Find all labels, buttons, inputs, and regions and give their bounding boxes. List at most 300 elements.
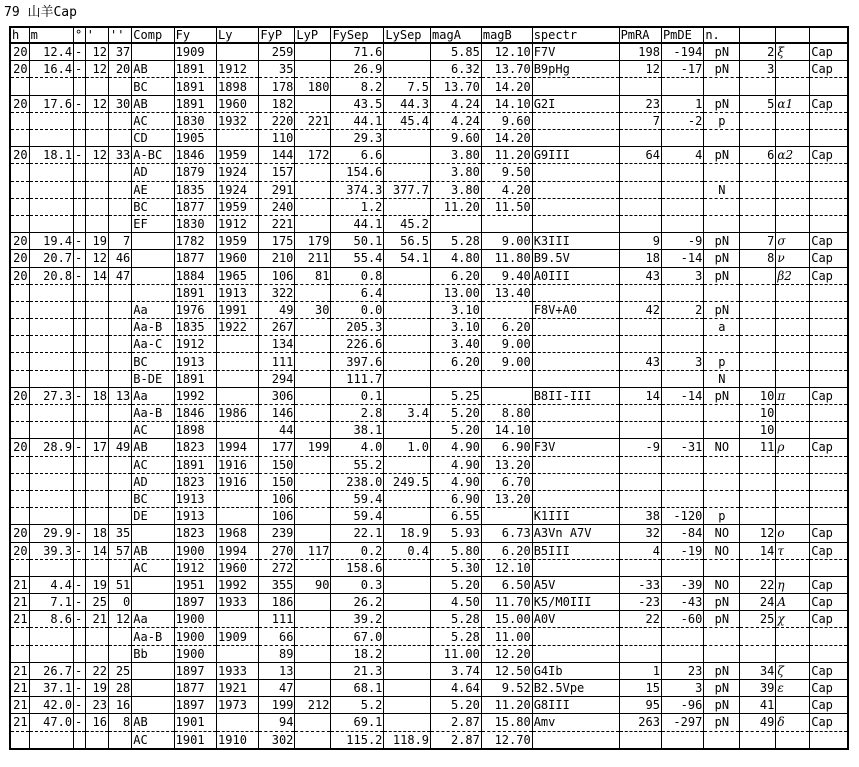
cell-col-maga: 4.64 bbox=[431, 680, 482, 697]
header-col-arcmin: ' bbox=[85, 27, 108, 43]
cell-col-arcsec bbox=[108, 456, 131, 473]
cell-col-ly: 1898 bbox=[217, 78, 259, 95]
cell-col-constellation bbox=[810, 490, 848, 507]
cell-col-m: 16.4 bbox=[29, 61, 73, 78]
cell-col-spectr: A5V bbox=[532, 576, 619, 593]
cell-col-deg bbox=[74, 112, 86, 129]
cell-col-spectr: Amv bbox=[532, 714, 619, 731]
cell-col-deg bbox=[74, 198, 86, 215]
cell-col-lysep bbox=[384, 576, 431, 593]
cell-col-fyp: 240 bbox=[259, 198, 295, 215]
cell-col-fy: 1823 bbox=[174, 525, 216, 542]
header-col-pmra: PmRA bbox=[619, 27, 661, 43]
cell-col-lysep: 3.4 bbox=[384, 405, 431, 422]
cell-col-constellation bbox=[810, 405, 848, 422]
cell-col-maga: 5.28 bbox=[431, 611, 482, 628]
cell-col-fyp: 157 bbox=[259, 164, 295, 181]
cell-col-constellation bbox=[810, 645, 848, 662]
cell-col-constellation bbox=[810, 731, 848, 749]
cell-col-magb: 14.10 bbox=[481, 95, 532, 112]
cell-col-pmde: -14 bbox=[661, 250, 703, 267]
cell-col-arcsec: 46 bbox=[108, 250, 131, 267]
cell-col-arcsec: 57 bbox=[108, 542, 131, 559]
cell-col-maga: 2.87 bbox=[431, 714, 482, 731]
cell-col-arcmin: 21 bbox=[85, 611, 108, 628]
cell-col-h bbox=[10, 405, 29, 422]
table-row bbox=[10, 370, 848, 387]
cell-col-pmra bbox=[619, 78, 661, 95]
cell-col-bayer bbox=[776, 508, 810, 525]
cell-col-pmra bbox=[619, 731, 661, 749]
cell-col-n: p bbox=[704, 353, 740, 370]
cell-col-constellation bbox=[810, 353, 848, 370]
cell-col-spectr bbox=[532, 370, 619, 387]
cell-col-fyp: 239 bbox=[259, 525, 295, 542]
cell-col-comp bbox=[132, 662, 174, 679]
cell-col-h bbox=[10, 353, 29, 370]
cell-col-maga: 6.55 bbox=[431, 508, 482, 525]
cell-col-deg: - bbox=[74, 542, 86, 559]
cell-col-spectr: F3V bbox=[532, 439, 619, 456]
cell-col-comp: EF bbox=[132, 215, 174, 232]
cell-col-fyp: 49 bbox=[259, 301, 295, 318]
cell-col-ly: 1916 bbox=[217, 473, 259, 490]
cell-col-lyp bbox=[295, 215, 331, 232]
cell-col-comp: BC bbox=[132, 78, 174, 95]
cell-col-lyp bbox=[295, 61, 331, 78]
cell-col-lysep bbox=[384, 645, 431, 662]
cell-col-lysep bbox=[384, 164, 431, 181]
cell-col-lyp: 212 bbox=[295, 697, 331, 714]
cell-col-constellation: Cap bbox=[810, 147, 848, 164]
cell-col-n bbox=[704, 559, 740, 576]
cell-col-arcmin bbox=[85, 336, 108, 353]
cell-col-fyp: 94 bbox=[259, 714, 295, 731]
cell-col-fysep: 374.3 bbox=[331, 181, 384, 198]
cell-col-deg: - bbox=[74, 233, 86, 250]
cell-col-m: 47.0 bbox=[29, 714, 73, 731]
cell-col-lysep bbox=[384, 697, 431, 714]
cell-col-ly bbox=[217, 387, 259, 404]
cell-col-h bbox=[10, 508, 29, 525]
cell-col-magb: 15.00 bbox=[481, 611, 532, 628]
cell-col-lysep: 118.9 bbox=[384, 731, 431, 749]
cell-col-comp: Aa-C bbox=[132, 336, 174, 353]
cell-col-constellation: Cap bbox=[810, 233, 848, 250]
cell-col-arcmin bbox=[85, 490, 108, 507]
cell-col-flamsteed bbox=[740, 164, 776, 181]
cell-col-constellation: Cap bbox=[810, 697, 848, 714]
cell-col-fyp: 199 bbox=[259, 697, 295, 714]
cell-col-maga: 4.90 bbox=[431, 456, 482, 473]
cell-col-flamsteed bbox=[740, 78, 776, 95]
table-row bbox=[10, 456, 848, 473]
cell-col-lysep: 18.9 bbox=[384, 525, 431, 542]
cell-col-constellation: Cap bbox=[810, 525, 848, 542]
cell-col-ly: 1959 bbox=[217, 147, 259, 164]
cell-col-comp: Aa-B bbox=[132, 628, 174, 645]
cell-col-fysep: 6.4 bbox=[331, 284, 384, 301]
cell-col-ly: 1910 bbox=[217, 731, 259, 749]
cell-col-bayer bbox=[776, 284, 810, 301]
cell-col-flamsteed bbox=[740, 301, 776, 318]
cell-col-arcsec bbox=[108, 336, 131, 353]
cell-col-bayer: ζ bbox=[776, 662, 810, 679]
cell-col-comp bbox=[132, 267, 174, 284]
cell-col-pmde bbox=[661, 422, 703, 439]
cell-col-h bbox=[10, 645, 29, 662]
cell-col-n: NO bbox=[704, 439, 740, 456]
cell-col-arcmin bbox=[85, 508, 108, 525]
cell-col-bayer: δ bbox=[776, 714, 810, 731]
cell-col-flamsteed: 14 bbox=[740, 542, 776, 559]
cell-col-deg bbox=[74, 456, 86, 473]
cell-col-pmra bbox=[619, 422, 661, 439]
cell-col-fyp: 106 bbox=[259, 267, 295, 284]
cell-col-spectr bbox=[532, 284, 619, 301]
cell-col-constellation: Cap bbox=[810, 387, 848, 404]
cell-col-bayer bbox=[776, 628, 810, 645]
cell-col-n: p bbox=[704, 112, 740, 129]
cell-col-magb bbox=[481, 508, 532, 525]
cell-col-bayer bbox=[776, 473, 810, 490]
cell-col-constellation: Cap bbox=[810, 611, 848, 628]
cell-col-deg: - bbox=[74, 714, 86, 731]
cell-col-pmde bbox=[661, 731, 703, 749]
cell-col-ly: 1924 bbox=[217, 181, 259, 198]
cell-col-n: pN bbox=[704, 301, 740, 318]
cell-col-comp: B-DE bbox=[132, 370, 174, 387]
cell-col-arcsec: 49 bbox=[108, 439, 131, 456]
cell-col-comp bbox=[132, 697, 174, 714]
table-row bbox=[10, 405, 848, 422]
cell-col-maga: 3.10 bbox=[431, 319, 482, 336]
cell-col-comp: Bb bbox=[132, 645, 174, 662]
cell-col-flamsteed bbox=[740, 645, 776, 662]
cell-col-fyp: 111 bbox=[259, 611, 295, 628]
cell-col-pmde: -39 bbox=[661, 576, 703, 593]
table-row bbox=[10, 508, 848, 525]
table-row bbox=[10, 130, 848, 147]
cell-col-comp: Aa bbox=[132, 611, 174, 628]
table-row bbox=[10, 112, 848, 129]
cell-col-arcmin bbox=[85, 301, 108, 318]
cell-col-fy: 1951 bbox=[174, 576, 216, 593]
cell-col-bayer bbox=[776, 164, 810, 181]
cell-col-arcmin bbox=[85, 215, 108, 232]
cell-col-constellation bbox=[810, 301, 848, 318]
cell-col-pmra: 15 bbox=[619, 680, 661, 697]
cell-col-fysep: 0.8 bbox=[331, 267, 384, 284]
header-col-ly: Ly bbox=[217, 27, 259, 43]
cell-col-fysep: 59.4 bbox=[331, 490, 384, 507]
cell-col-constellation bbox=[810, 508, 848, 525]
cell-col-spectr: G8III bbox=[532, 697, 619, 714]
cell-col-maga: 4.90 bbox=[431, 439, 482, 456]
cell-col-fysep: 69.1 bbox=[331, 714, 384, 731]
cell-col-h bbox=[10, 422, 29, 439]
cell-col-n bbox=[704, 284, 740, 301]
cell-col-n: pN bbox=[704, 594, 740, 611]
cell-col-fyp: 106 bbox=[259, 508, 295, 525]
table-row bbox=[10, 387, 848, 404]
cell-col-n bbox=[704, 164, 740, 181]
cell-col-arcsec bbox=[108, 422, 131, 439]
cell-col-bayer bbox=[776, 130, 810, 147]
cell-col-arcsec bbox=[108, 215, 131, 232]
cell-col-spectr: G2I bbox=[532, 95, 619, 112]
cell-col-fyp: 47 bbox=[259, 680, 295, 697]
cell-col-arcsec: 20 bbox=[108, 61, 131, 78]
cell-col-fy: 1976 bbox=[174, 301, 216, 318]
cell-col-flamsteed bbox=[740, 370, 776, 387]
cell-col-bayer: α1 bbox=[776, 95, 810, 112]
cell-col-pmra bbox=[619, 164, 661, 181]
cell-col-m bbox=[29, 301, 73, 318]
cell-col-m bbox=[29, 181, 73, 198]
cell-col-bayer: A bbox=[776, 594, 810, 611]
cell-col-fyp: 270 bbox=[259, 542, 295, 559]
cell-col-comp: Aa-B bbox=[132, 319, 174, 336]
cell-col-bayer: τ bbox=[776, 542, 810, 559]
cell-col-h bbox=[10, 456, 29, 473]
cell-col-h bbox=[10, 628, 29, 645]
cell-col-maga: 5.80 bbox=[431, 542, 482, 559]
table-row bbox=[10, 525, 848, 542]
cell-col-maga: 6.90 bbox=[431, 490, 482, 507]
cell-col-constellation: Cap bbox=[810, 267, 848, 284]
cell-col-fy: 1891 bbox=[174, 95, 216, 112]
header-col-magb: magB bbox=[481, 27, 532, 43]
cell-col-pmra bbox=[619, 215, 661, 232]
cell-col-fyp: 294 bbox=[259, 370, 295, 387]
cell-col-fy: 1877 bbox=[174, 198, 216, 215]
cell-col-deg bbox=[74, 422, 86, 439]
cell-col-n bbox=[704, 456, 740, 473]
cell-col-fyp: 13 bbox=[259, 662, 295, 679]
cell-col-pmra: 43 bbox=[619, 353, 661, 370]
cell-col-magb: 9.40 bbox=[481, 267, 532, 284]
cell-col-magb: 6.50 bbox=[481, 576, 532, 593]
cell-col-flamsteed: 12 bbox=[740, 525, 776, 542]
cell-col-pmde bbox=[661, 336, 703, 353]
cell-col-flamsteed bbox=[740, 353, 776, 370]
cell-col-magb: 11.00 bbox=[481, 628, 532, 645]
cell-col-ly: 1991 bbox=[217, 301, 259, 318]
cell-col-h bbox=[10, 490, 29, 507]
cell-col-fy: 1912 bbox=[174, 336, 216, 353]
cell-col-pmde: 4 bbox=[661, 147, 703, 164]
cell-col-spectr: B9.5V bbox=[532, 250, 619, 267]
cell-col-lyp bbox=[295, 680, 331, 697]
cell-col-h: 20 bbox=[10, 61, 29, 78]
cell-col-deg: - bbox=[74, 576, 86, 593]
table-row bbox=[10, 731, 848, 749]
cell-col-arcmin bbox=[85, 78, 108, 95]
cell-col-pmde: -31 bbox=[661, 439, 703, 456]
cell-col-maga: 5.28 bbox=[431, 233, 482, 250]
cell-col-magb bbox=[481, 387, 532, 404]
cell-col-bayer: ν bbox=[776, 250, 810, 267]
cell-col-comp: AC bbox=[132, 731, 174, 749]
cell-col-flamsteed: 10 bbox=[740, 405, 776, 422]
cell-col-comp: AC bbox=[132, 456, 174, 473]
cell-col-fyp: 178 bbox=[259, 78, 295, 95]
cell-col-lysep: 0.4 bbox=[384, 542, 431, 559]
cell-col-lysep bbox=[384, 267, 431, 284]
cell-col-fyp: 144 bbox=[259, 147, 295, 164]
cell-col-spectr bbox=[532, 112, 619, 129]
cell-col-pmra bbox=[619, 130, 661, 147]
cell-col-constellation: Cap bbox=[810, 61, 848, 78]
cell-col-arcsec: 12 bbox=[108, 611, 131, 628]
cell-col-ly: 1922 bbox=[217, 319, 259, 336]
cell-col-pmra bbox=[619, 405, 661, 422]
cell-col-pmra bbox=[619, 456, 661, 473]
cell-col-ly: 1994 bbox=[217, 439, 259, 456]
cell-col-arcsec bbox=[108, 301, 131, 318]
cell-col-pmde bbox=[661, 405, 703, 422]
cell-col-pmra bbox=[619, 490, 661, 507]
cell-col-magb: 6.20 bbox=[481, 542, 532, 559]
cell-col-constellation bbox=[810, 422, 848, 439]
cell-col-fysep: 68.1 bbox=[331, 680, 384, 697]
table-row bbox=[10, 284, 848, 301]
cell-col-pmra: 32 bbox=[619, 525, 661, 542]
cell-col-comp: Aa bbox=[132, 387, 174, 404]
cell-col-bayer bbox=[776, 645, 810, 662]
cell-col-m bbox=[29, 353, 73, 370]
cell-col-m: 42.0 bbox=[29, 697, 73, 714]
cell-col-spectr: A0V bbox=[532, 611, 619, 628]
cell-col-lyp: 30 bbox=[295, 301, 331, 318]
cell-col-m bbox=[29, 319, 73, 336]
cell-col-arcsec: 37 bbox=[108, 43, 131, 61]
cell-col-lyp bbox=[295, 319, 331, 336]
cell-col-pmde bbox=[661, 215, 703, 232]
cell-col-flamsteed bbox=[740, 284, 776, 301]
cell-col-fysep: 154.6 bbox=[331, 164, 384, 181]
cell-col-maga: 5.20 bbox=[431, 576, 482, 593]
cell-col-spectr: F7V bbox=[532, 43, 619, 61]
cell-col-maga: 13.70 bbox=[431, 78, 482, 95]
cell-col-maga: 3.74 bbox=[431, 662, 482, 679]
cell-col-pmde: -14 bbox=[661, 387, 703, 404]
cell-col-spectr bbox=[532, 628, 619, 645]
cell-col-ly: 1912 bbox=[217, 61, 259, 78]
cell-col-arcmin bbox=[85, 473, 108, 490]
header-col-spectr: spectr bbox=[532, 27, 619, 43]
cell-col-fysep: 44.1 bbox=[331, 112, 384, 129]
cell-col-comp bbox=[132, 680, 174, 697]
cell-col-pmra: 38 bbox=[619, 508, 661, 525]
cell-col-maga: 11.20 bbox=[431, 198, 482, 215]
cell-col-magb: 14.10 bbox=[481, 422, 532, 439]
cell-col-flamsteed: 24 bbox=[740, 594, 776, 611]
cell-col-arcsec bbox=[108, 112, 131, 129]
cell-col-spectr bbox=[532, 645, 619, 662]
cell-col-constellation bbox=[810, 78, 848, 95]
cell-col-magb: 12.10 bbox=[481, 559, 532, 576]
cell-col-h: 20 bbox=[10, 525, 29, 542]
cell-col-lysep: 54.1 bbox=[384, 250, 431, 267]
cell-col-magb: 11.70 bbox=[481, 594, 532, 611]
cell-col-fyp: 302 bbox=[259, 731, 295, 749]
cell-col-deg bbox=[74, 319, 86, 336]
cell-col-arcsec: 28 bbox=[108, 680, 131, 697]
cell-col-arcsec: 51 bbox=[108, 576, 131, 593]
cell-col-flamsteed bbox=[740, 336, 776, 353]
cell-col-deg bbox=[74, 645, 86, 662]
cell-col-pmra bbox=[619, 336, 661, 353]
cell-col-maga: 5.20 bbox=[431, 697, 482, 714]
cell-col-magb: 11.20 bbox=[481, 147, 532, 164]
cell-col-spectr: B2.5Vpe bbox=[532, 680, 619, 697]
table-row bbox=[10, 645, 848, 662]
cell-col-bayer bbox=[776, 731, 810, 749]
cell-col-flamsteed: 10 bbox=[740, 387, 776, 404]
cell-col-m bbox=[29, 628, 73, 645]
cell-col-m bbox=[29, 456, 73, 473]
cell-col-maga: 6.20 bbox=[431, 353, 482, 370]
cell-col-deg: - bbox=[74, 43, 86, 61]
cell-col-flamsteed bbox=[740, 215, 776, 232]
cell-col-m: 27.3 bbox=[29, 387, 73, 404]
table-row bbox=[10, 336, 848, 353]
cell-col-n: p bbox=[704, 508, 740, 525]
cell-col-deg: - bbox=[74, 439, 86, 456]
cell-col-ly bbox=[217, 336, 259, 353]
cell-col-magb: 13.20 bbox=[481, 490, 532, 507]
cell-col-deg bbox=[74, 731, 86, 749]
cell-col-h bbox=[10, 112, 29, 129]
cell-col-pmra: 9 bbox=[619, 233, 661, 250]
cell-col-arcmin: 12 bbox=[85, 43, 108, 61]
table-body bbox=[10, 43, 848, 749]
cell-col-flamsteed: 10 bbox=[740, 422, 776, 439]
cell-col-magb: 11.50 bbox=[481, 198, 532, 215]
cell-col-constellation bbox=[810, 130, 848, 147]
cell-col-fy: 1877 bbox=[174, 680, 216, 697]
cell-col-lysep: 44.3 bbox=[384, 95, 431, 112]
cell-col-m bbox=[29, 370, 73, 387]
cell-col-arcmin bbox=[85, 130, 108, 147]
cell-col-arcsec bbox=[108, 353, 131, 370]
cell-col-spectr: K1III bbox=[532, 508, 619, 525]
cell-col-arcsec: 8 bbox=[108, 714, 131, 731]
cell-col-constellation: Cap bbox=[810, 439, 848, 456]
cell-col-arcmin: 23 bbox=[85, 697, 108, 714]
cell-col-spectr: B8II-III bbox=[532, 387, 619, 404]
cell-col-pmde bbox=[661, 198, 703, 215]
cell-col-lyp bbox=[295, 405, 331, 422]
cell-col-lysep: 7.5 bbox=[384, 78, 431, 95]
cell-col-fyp: 150 bbox=[259, 456, 295, 473]
cell-col-fy: 1891 bbox=[174, 284, 216, 301]
cell-col-pmra bbox=[619, 628, 661, 645]
header-col-lysep: LySep bbox=[384, 27, 431, 43]
cell-col-bayer: ο bbox=[776, 525, 810, 542]
cell-col-h: 21 bbox=[10, 611, 29, 628]
cell-col-h bbox=[10, 284, 29, 301]
cell-col-bayer: β2 bbox=[776, 267, 810, 284]
cell-col-fy: 1835 bbox=[174, 319, 216, 336]
cell-col-fyp: 186 bbox=[259, 594, 295, 611]
header-col-fysep: FySep bbox=[331, 27, 384, 43]
cell-col-arcmin bbox=[85, 456, 108, 473]
cell-col-flamsteed bbox=[740, 731, 776, 749]
cell-col-ly bbox=[217, 611, 259, 628]
